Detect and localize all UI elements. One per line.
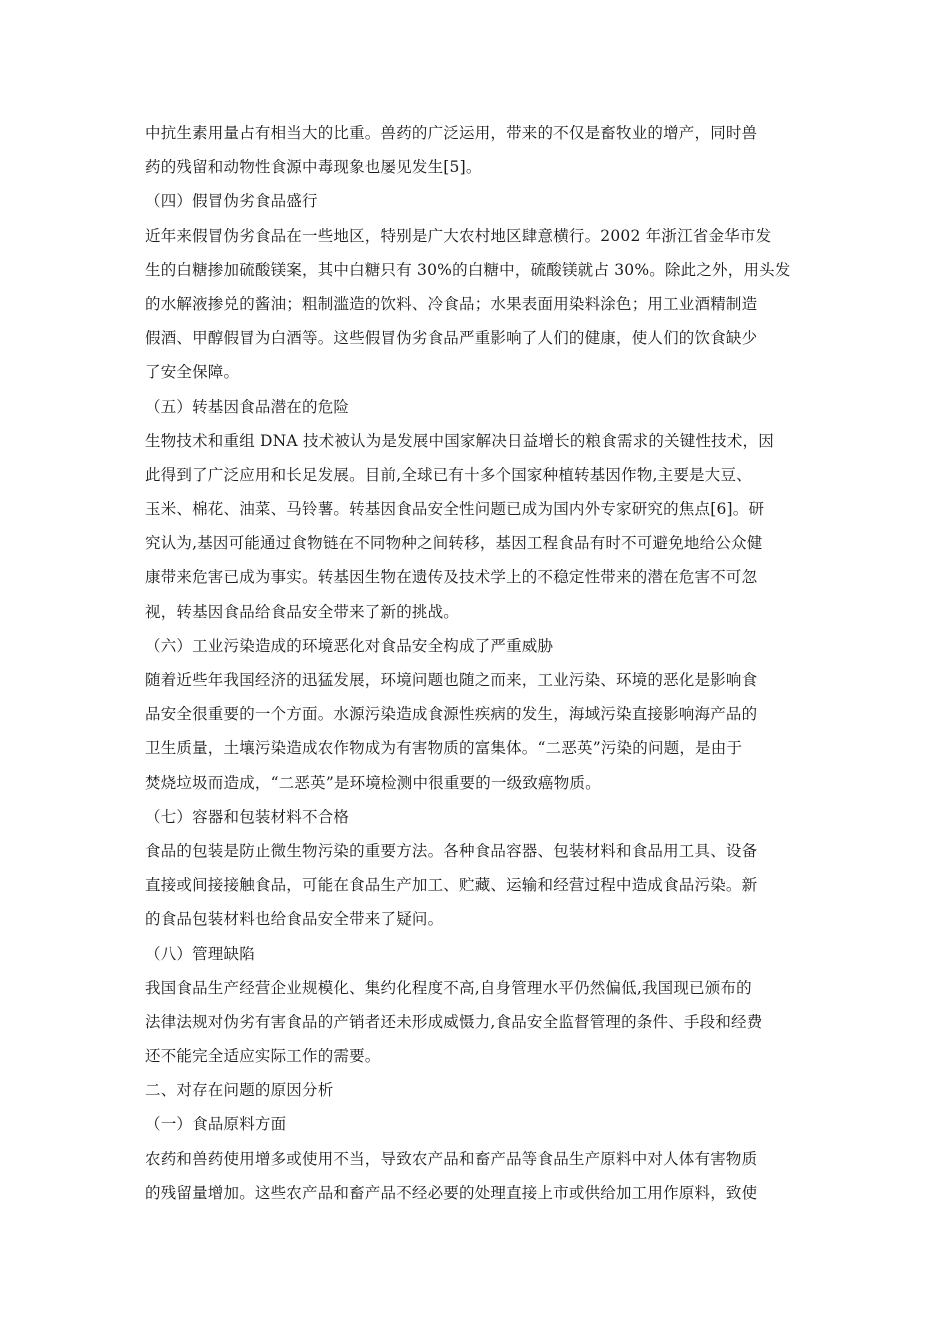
text-line: 玉米、棉花、油菜、马铃薯。转基因食品安全性问题已成为国内外专家研究的焦点[6]。研: [145, 500, 765, 519]
text-line: 二、对存在问题的原因分析: [145, 1081, 334, 1100]
text-line: 还不能完全适应实际工作的需要。: [145, 1047, 381, 1066]
text-line: 药的残留和动物性食源中毒现象也屡见发生[5]。: [145, 158, 482, 177]
text-line: 随着近些年我国经济的迅猛发展，环境问题也随之而来，工业污染、环境的恶化是影响食: [145, 671, 758, 689]
text-line: 生物技术和重组 DNA 技术被认为是发展中国家解决日益增长的粮食需求的关键性技术，因: [145, 431, 774, 450]
body-paragraph: [145, 424, 805, 629]
body-paragraph: [145, 219, 805, 390]
text-line: 视，转基因食品给食品安全带来了新的挑战。: [145, 602, 460, 621]
document-page: [145, 116, 805, 1210]
text-line: （七）容器和包装材料不合格: [145, 807, 350, 826]
body-paragraph: [145, 1142, 805, 1210]
text-line: 究认为,基因可能通过食物链在不同物种之间转移，基因工程食品有时不可避免地给公众健: [145, 534, 763, 553]
text-line: 此得到了广泛应用和长足发展。目前,全球已有十多个国家种植转基因作物,主要是大豆、: [145, 465, 752, 484]
text-line: （六）工业污染造成的环境恶化对食品安全构成了严重威胁: [145, 636, 554, 655]
text-line: 农药和兽药使用增多或使用不当，导致农产品和畜产品等食品生产原料中对人体有害物质: [145, 1149, 758, 1168]
body-paragraph: [145, 663, 805, 800]
text-line: 卫生质量，土壤污染造成农作物成为有害物质的富集体。“二恶英”污染的问题，是由于: [145, 739, 743, 758]
body-paragraph: [145, 116, 805, 184]
text-line: 了安全保障。: [145, 363, 240, 382]
section-heading: [145, 1073, 805, 1107]
text-line: 生的白糖掺加硫酸镁案，其中白糖只有 30%的白糖中，硫酸镁就占 30%。除此之外，用头发: [145, 260, 791, 279]
text-line: 的食品包装材料也给食品安全带来了疑问。: [145, 910, 444, 929]
text-line: （八）管理缺陷: [145, 944, 255, 963]
text-line: （五）转基因食品潜在的危险: [145, 397, 350, 416]
text-line: 近年来假冒伪劣食品在一些地区，特别是广大农村地区肆意横行。2002 年浙江省金华市发: [145, 226, 772, 245]
text-line: 假酒、甲醇假冒为白酒等。这些假冒伪劣食品严重影响了人们的健康，使人们的饮食缺少: [145, 329, 758, 348]
body-paragraph: [145, 834, 805, 937]
text-line: 食品的包装是防止微生物污染的重要方法。各种食品容器、包装材料和食品用工具、设备: [145, 841, 758, 860]
text-line: （四）假冒伪劣食品盛行: [145, 192, 318, 211]
text-line: 的水解液掺兑的酱油；粗制滥造的饮料、冷食品；水果表面用染料涂色；用工业酒精制造: [145, 294, 758, 313]
section-heading: [145, 184, 805, 218]
text-line: 的残留量增加。这些农产品和畜产品不经必要的处理直接上市或供给加工用作原料，致使: [145, 1183, 758, 1202]
section-heading: [145, 937, 805, 971]
section-heading: [145, 1107, 805, 1141]
text-line: 直接或间接接触食品，可能在食品生产加工、贮藏、运输和经营过程中造成食品污染。新: [145, 876, 758, 895]
text-line: 我国食品生产经营企业规模化、集约化程度不高,自身管理水平仍然偏低,我国现已颁布的: [145, 978, 752, 997]
text-line: 法律法规对伪劣有害食品的产销者还未形成威慑力,食品安全监督管理的条件、手段和经费: [145, 1012, 763, 1031]
text-line: 焚烧垃圾而造成，“二恶英”是环境检测中很重要的一级致癌物质。: [145, 773, 601, 792]
text-line: 康带来危害已成为事实。转基因生物在遗传及技术学上的不稳定性带来的潜在危害不可忽: [145, 568, 758, 587]
text-line: 中抗生素用量占有相当大的比重。兽药的广泛运用，带来的不仅是畜牧业的增产，同时兽: [145, 124, 758, 142]
text-line: （一）食品原料方面: [145, 1115, 287, 1134]
section-heading: [145, 800, 805, 834]
section-heading: [145, 629, 805, 663]
text-line: 品安全很重要的一个方面。水源污染造成食源性疾病的发生，海域污染直接影响海产品的: [145, 705, 758, 724]
body-paragraph: [145, 971, 805, 1074]
section-heading: [145, 390, 805, 424]
